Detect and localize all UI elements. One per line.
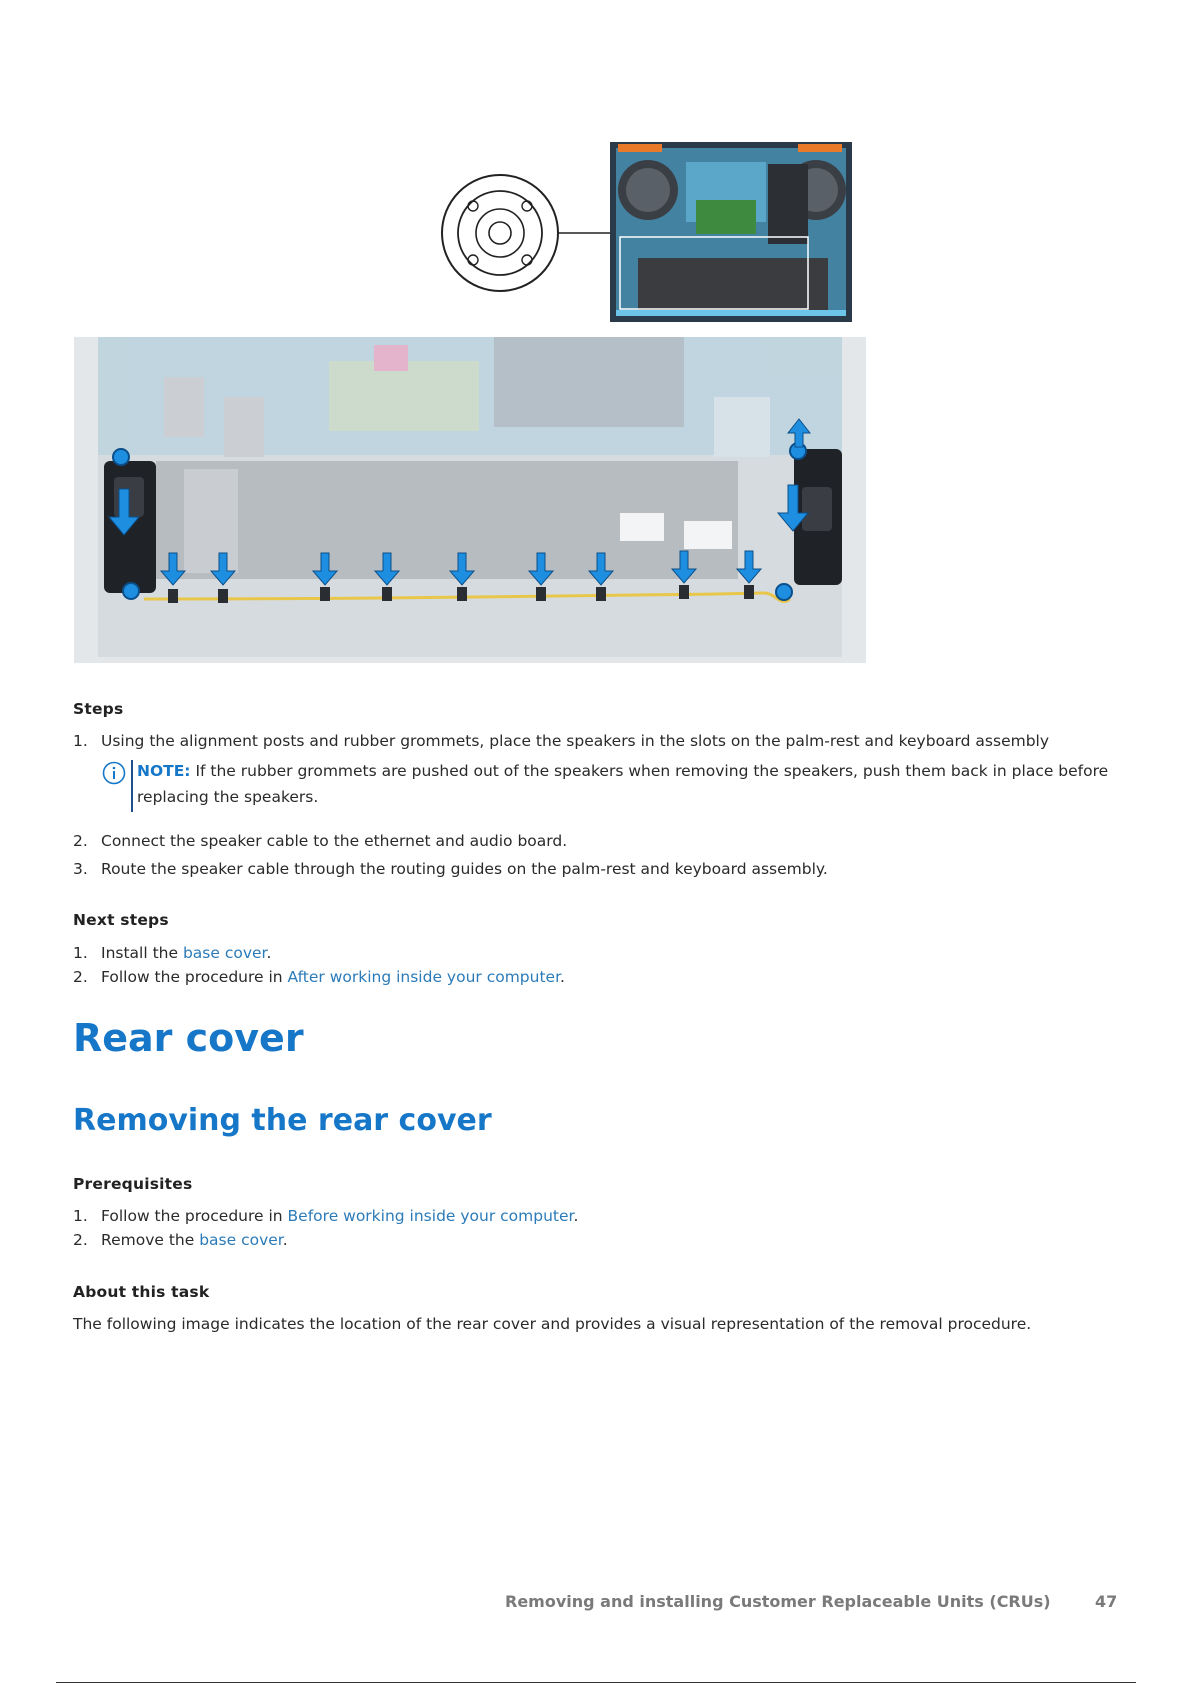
next-step-number: 2. (73, 968, 88, 986)
next-step-text (101, 968, 565, 986)
note-body: If the rubber grommets are pushed out of the speakers when removing the speakers, push them back in place before replacing the speakers. (137, 762, 1109, 806)
text-before: Remove the (101, 1231, 200, 1249)
step-number: 3. (73, 860, 88, 878)
text-after: . (282, 1231, 288, 1249)
text-after: . (573, 1207, 579, 1225)
step-number: 1. (73, 732, 88, 750)
section-title: Rear cover (73, 1016, 304, 1060)
info-icon (102, 761, 126, 785)
prerequisite-number: 1. (73, 1207, 88, 1225)
text-after: . (266, 944, 272, 962)
text-before: Follow the procedure in (101, 1207, 288, 1225)
prerequisite-text (101, 1207, 578, 1225)
after-working-inside-link[interactable]: After working inside your computer (287, 968, 561, 986)
step-text: Connect the speaker cable to the ethernet and audio board. (101, 832, 568, 850)
steps-heading: Steps (73, 700, 124, 718)
footer-chapter-title: Removing and installing Customer Replaceable Units (CRUs) (505, 1592, 1051, 1611)
next-step-text (101, 944, 271, 962)
speaker-grommet-callout (442, 175, 558, 291)
note-callout (102, 758, 1122, 814)
laptop-base-overview (610, 142, 852, 322)
note-text (137, 758, 1127, 810)
about-text: The following image indicates the location of the rear cover and provides a visual representation of the removal procedure. (73, 1315, 1032, 1333)
base-cover-link[interactable]: base cover (182, 944, 267, 962)
text-before: Install the (101, 944, 183, 962)
text-before: Follow the procedure in (101, 968, 288, 986)
next-steps-heading: Next steps (73, 911, 169, 929)
prerequisites-heading: Prerequisites (73, 1175, 193, 1193)
prerequisite-number: 2. (73, 1231, 88, 1249)
next-step-number: 1. (73, 944, 88, 962)
base-cover-link[interactable]: base cover (199, 1231, 283, 1249)
battery (156, 461, 738, 579)
note-bar (131, 760, 133, 812)
step-number: 2. (73, 832, 88, 850)
step-text: Route the speaker cable through the routing guides on the palm-rest and keyboard assembly. (101, 860, 828, 878)
note-label: NOTE: (137, 762, 191, 780)
overview-illustration (440, 140, 854, 326)
before-working-inside-link[interactable]: Before working inside your computer (287, 1207, 574, 1225)
speaker-installation-illustration (74, 337, 866, 663)
prerequisite-text (101, 1231, 288, 1249)
step-text: Using the alignment posts and rubber grommets, place the speakers in the slots on the palm-rest and keyboard assembly (101, 732, 1050, 750)
subsection-title: Removing the rear cover (73, 1103, 492, 1138)
page-number: 47 (1095, 1592, 1118, 1611)
footer-rule (56, 1682, 1136, 1683)
about-heading: About this task (73, 1283, 210, 1301)
motherboard-area (98, 337, 842, 457)
text-after: . (560, 968, 565, 986)
